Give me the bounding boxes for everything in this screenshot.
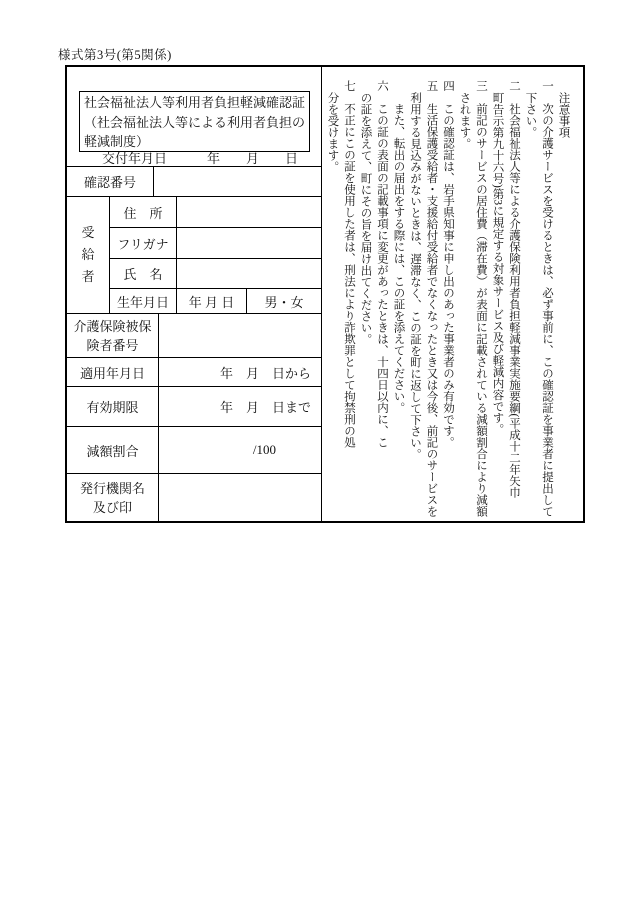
furigana-value: [177, 228, 321, 258]
note-column: されます。: [458, 91, 471, 149]
note-column: 二 社会福祉法人等による介護保険利用者負担軽減事業実施要綱(平成十二年矢巾: [508, 80, 520, 498]
birthdate-value: 年 月 日: [177, 289, 247, 313]
name-label: 氏 名: [110, 259, 177, 288]
address-row: [110, 197, 321, 227]
note-column: 一 次の介護サービスを受けるときは、必ず事前に、この確認証を事業者に提出して: [541, 80, 553, 517]
issuer-label: [67, 474, 159, 521]
expiry-label: 有効期限: [67, 387, 159, 426]
insured-number-row: [67, 313, 321, 357]
issue-date-row: [67, 152, 321, 166]
notes-section: [322, 67, 583, 521]
notes-heading: 注意事項: [557, 91, 570, 138]
reduction-rate-row: [67, 426, 321, 473]
note-column: 下さい。: [524, 91, 537, 138]
recipient-group-label-text: 受給者: [81, 225, 95, 284]
expiry-row: [67, 386, 321, 426]
insured-number-label-text: 介護保険被保険者番号: [73, 318, 152, 353]
reduction-rate-value: /100: [252, 442, 276, 457]
form-number-label: 様式第3号(第5関係): [58, 48, 172, 62]
issuer-row: [67, 473, 321, 521]
certificate-front: [67, 67, 322, 521]
certificate-document: [65, 65, 585, 523]
recipient-rows: [110, 197, 321, 313]
issuer-value: [159, 474, 321, 521]
recipient-group-label: [67, 197, 110, 313]
birthdate-label: 生年月日: [110, 289, 177, 313]
note-column: 分を受けます。: [326, 91, 339, 172]
insured-number-value: [159, 314, 321, 357]
note-column: 七 不正にこの証を使用した者は、刑法により詐欺罪として拘禁刑の処: [343, 80, 355, 448]
apply-date-value: 年 月 日から: [219, 365, 311, 381]
address-label: 住 所: [110, 197, 177, 227]
note-column: 利用する見込みがないときは、遅滞なく、この証を町に返して下さい。: [409, 91, 421, 460]
furigana-row: [110, 227, 321, 258]
apply-date-label: 適用年月日: [67, 358, 159, 386]
issue-date-label: 交付年月日: [102, 151, 168, 166]
confirmation-number-value: [154, 167, 321, 196]
name-value: [177, 259, 321, 288]
note-column: 町告示第九十六号)第3に規定する対象サービス及び軽減内容です。: [491, 91, 504, 435]
issuer-label-text: 発行機関名及び印: [79, 480, 145, 515]
recipient-block: [67, 196, 321, 313]
note-column: の証を添えて、町にその旨を届け出てください。: [359, 91, 372, 345]
issue-date-value: 年 月 日: [207, 151, 299, 166]
insured-number-label: [67, 314, 159, 357]
confirmation-number-label: 確認番号: [67, 167, 154, 196]
apply-date-row: [67, 357, 321, 386]
note-column: 六 この証の表面の記載事項に変更があったときは、十四日以内に、こ: [376, 80, 388, 448]
note-column: 四 この確認証は、岩手県知事に申し出のあった事業者のみ有効です。: [442, 80, 454, 448]
reduction-rate-label: 減額割合: [67, 427, 159, 473]
gender-value: 男・女: [264, 294, 304, 310]
notes-lines: [322, 67, 579, 521]
name-row: [110, 258, 321, 288]
birthdate-row: [110, 288, 321, 313]
confirmation-number-row: [67, 166, 321, 196]
expiry-value: 年 月 日まで: [219, 400, 311, 415]
certificate-header: [67, 67, 321, 166]
certificate-title: 社会福祉法人等利用者負担軽減確認証（社会福祉法人等による利用者負担の軽減制度）: [79, 91, 310, 152]
note-column: また、転出の届出をする際には、この証を添えてください。: [392, 103, 405, 414]
furigana-label: フリガナ: [110, 228, 177, 258]
note-column: 五 生活保護受給者・支援給付受給者でなくなったとき又は今後、前記のサービスを: [425, 80, 438, 517]
address-value: [177, 197, 321, 227]
note-column: 三 前記のサービスの居住費（滞在費）が表面に記載されている減額割合により減額: [475, 80, 487, 517]
